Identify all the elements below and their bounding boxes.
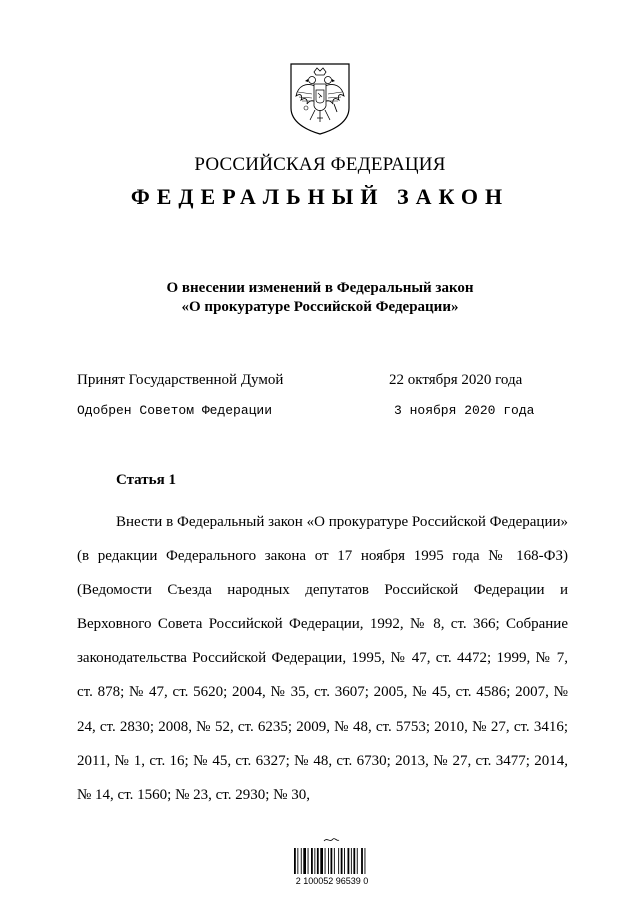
article-body-text: Внести в Федеральный закон «О прокуратуре Российской Федерации» (в редакции Федерального закона от 17 ноября 1995 года № 168-ФЗ) (Ведомости Съезда народных депутатов Российской Федерации и Верховного Совета Российской Федерации, 1992, № 8, ст. 366; Собрание законодательства Российской Федерации, 1995, № 47, ст. 4472; 1999, № 7, ст. 878; № 47, ст. 5620; 2004, № 35, ст. 3607; 2005, № 45, ст. 4586; 2007, № 24, ст. 2830; 2008, № 52, ст. 6235; 2009, № 48, ст. 5753; 2010, № 27, ст. 3416; 2011, № 1, ст. 16; № 45, ст. 6327; № 48, ст. 6730; 2013, № 27, ст. 3477; 2014, № 14, ст. 1560; № 23, ст. 2930; № 30, [77,514,568,803]
document-type: ФЕДЕРАЛЬНЫЙ ЗАКОН [130,184,510,209]
barcode [292,834,372,890]
law-title-line1: О внесении изменений в Федеральный закон [166,280,474,296]
law-title-line2: «О прокуратуре Российской Федерации» [181,299,459,315]
barcode-number: 2 100052 96539 0 [295,876,369,886]
duma-adoption-label: Принят Государственной Думой [77,372,284,388]
article-heading: Статья 1 [116,472,176,488]
duma-adoption-date: 22 октября 2020 года [389,372,523,388]
country-name: РОССИЙСКАЯ ФЕДЕРАЦИЯ [194,154,446,175]
russian-coat-of-arms-icon [288,62,352,136]
law-title [0,279,640,317]
council-approval-label: Одобрен Советом Федерации [77,403,273,418]
council-approval-date: 3 ноября 2020 года [394,403,535,418]
